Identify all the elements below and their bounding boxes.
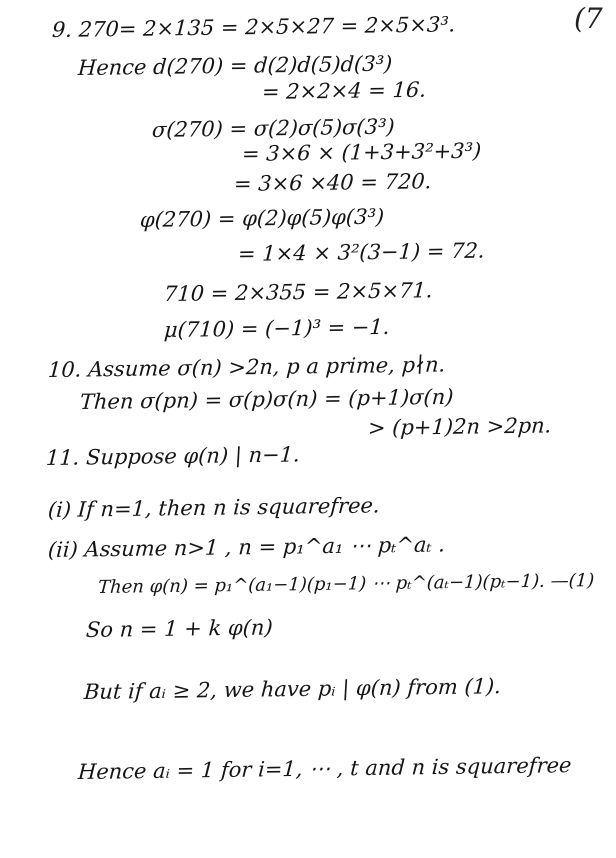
problem-10-assumption: 10. Assume σ(n) >2n, p a prime, p∤n.: [47, 352, 447, 382]
sigma-270-expand: = 3×6 × (1+3+3²+3³): [241, 138, 482, 166]
phi-270: φ(270) = φ(2)φ(5)φ(3³): [139, 204, 385, 232]
divisor-count-result: = 2×2×4 = 16.: [261, 77, 427, 104]
sigma-270: σ(270) = σ(2)σ(5)σ(3³): [151, 114, 396, 142]
if-ai-ge-2: But if aᵢ ≥ 2, we have pᵢ | φ(n) from (1).: [83, 674, 502, 704]
mu-710: μ(710) = (−1)³ = −1.: [163, 314, 391, 342]
phi-270-result: = 1×4 × 3²(3−1) = 72.: [237, 238, 486, 266]
case-i: (i) If n=1, then n is squarefree.: [47, 493, 381, 522]
problem-10-then: Then σ(pn) = σ(p)σ(n) = (p+1)σ(n): [79, 384, 455, 414]
problem-9-factorization: 9. 270= 2×135 = 2×5×27 = 2×5×3³.: [51, 12, 457, 42]
hence-squarefree: Hence aᵢ = 1 for i=1, ⋯ , t and n is squarefree: [77, 753, 573, 784]
case-ii-assume: (ii) Assume n>1 , n = p₁^a₁ ⋯ pₜ^aₜ .: [47, 532, 446, 562]
problem-11-suppose: 11. Suppose φ(n) | n−1.: [45, 442, 301, 470]
divisor-count-d270: Hence d(270) = d(2)d(5)d(3³): [77, 51, 393, 80]
phi-n-product-eq-1: Then φ(n) = p₁^(a₁−1)(p₁−1) ⋯ pₜ^(aₜ−1)(pₜ−1). —(1): [97, 570, 595, 598]
problem-10-conclusion: > (p+1)2n >2pn.: [367, 413, 553, 440]
factorization-710: 710 = 2×355 = 2×5×71.: [163, 278, 434, 306]
n-equals-1-plus-k-phi: So n = 1 + k φ(n): [85, 615, 274, 642]
page-number: (7: [574, 2, 603, 35]
sigma-270-result: = 3×6 ×40 = 720.: [233, 169, 433, 196]
